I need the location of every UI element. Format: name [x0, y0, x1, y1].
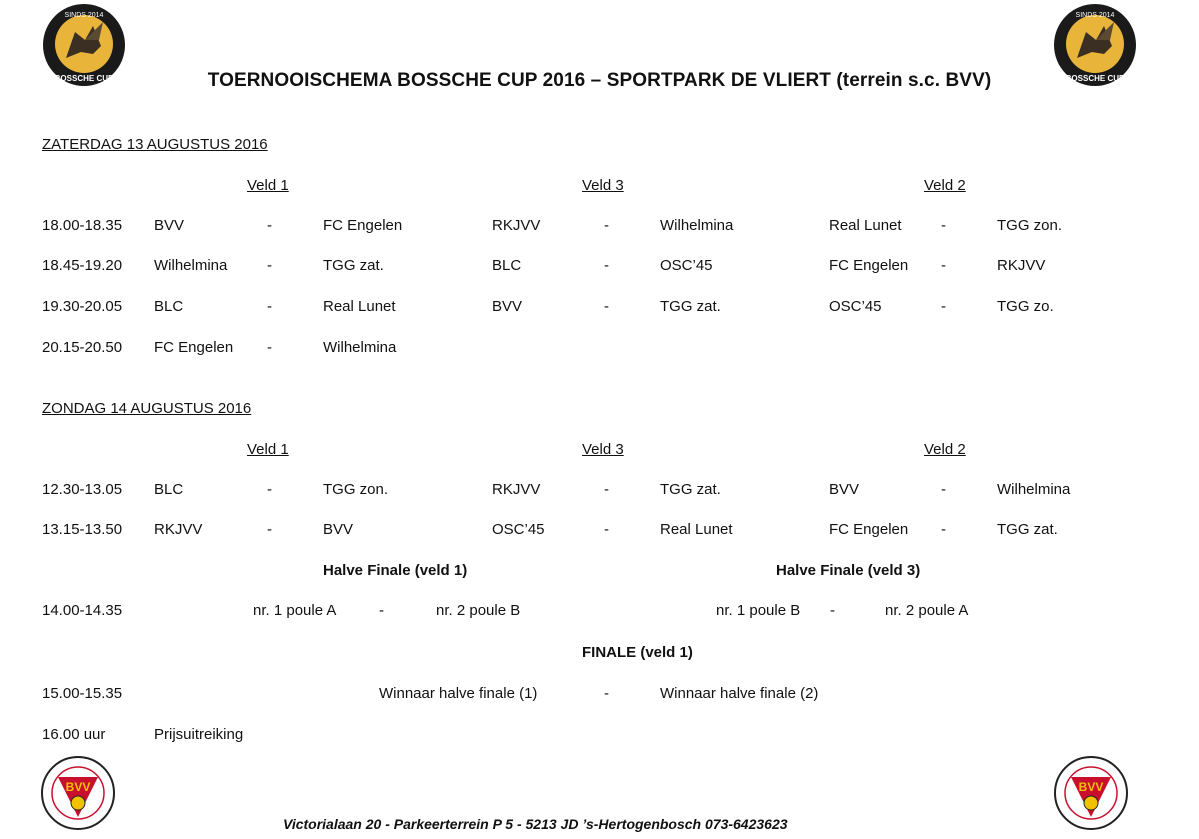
saturday-match-away-team: Wilhelmina — [323, 339, 397, 356]
saturday-match-dash: - — [267, 298, 272, 315]
saturday-match-home-team: BVV — [154, 217, 185, 234]
sunday-match-dash: - — [267, 481, 272, 498]
semi-1-home: nr. 1 poule A — [253, 602, 337, 619]
saturday-field-2: Veld 2 — [924, 177, 966, 194]
saturday-match-away-team: TGG zat. — [323, 257, 384, 274]
saturday-match-home-team: Real Lunet — [829, 217, 902, 234]
sunday-match-dash: - — [267, 521, 272, 538]
sunday-match-dash: - — [941, 521, 946, 538]
sunday-field-1: Veld 1 — [247, 441, 289, 458]
sunday-field-2: Veld 2 — [924, 441, 966, 458]
final-dash: - — [604, 685, 609, 702]
saturday-match-home-team: BLC — [492, 257, 522, 274]
svg-text:BVV: BVV — [65, 780, 91, 794]
semi-2-home: nr. 1 poule B — [716, 602, 801, 619]
semi-1-away: nr. 2 poule B — [436, 602, 521, 619]
saturday-match-away-team: TGG zo. — [997, 298, 1054, 315]
saturday-match-dash: - — [267, 217, 272, 234]
final-time: 15.00-15.35 — [42, 685, 123, 702]
saturday-field-1: Veld 1 — [247, 177, 289, 194]
sunday-match-home-team: OSC’45 — [492, 521, 545, 538]
bvv-club-logo-left — [40, 755, 116, 831]
saturday-field-3: Veld 3 — [582, 177, 624, 194]
saturday-match-dash: - — [941, 257, 946, 274]
saturday-match-time: 18.45-19.20 — [42, 257, 123, 274]
sunday-match-away-team: TGG zat. — [997, 521, 1058, 538]
saturday-match-time: 18.00-18.35 — [42, 217, 123, 234]
saturday-match-home-team: FC Engelen — [829, 257, 909, 274]
semi-1-dash: - — [379, 602, 384, 619]
sunday-field-3: Veld 3 — [582, 441, 624, 458]
saturday-match-away-team: OSC’45 — [660, 257, 713, 274]
sunday-match-home-team: BVV — [829, 481, 860, 498]
saturday-match-dash: - — [941, 217, 946, 234]
svg-text:BVV: BVV — [1078, 780, 1104, 794]
saturday-match-dash: - — [267, 257, 272, 274]
svg-text:SINDS 2014: SINDS 2014 — [64, 12, 104, 19]
sunday-match-away-team: Real Lunet — [660, 521, 733, 538]
saturday-match-away-team: RKJVV — [997, 257, 1046, 274]
saturday-match-dash: - — [941, 298, 946, 315]
saturday-match-home-team: FC Engelen — [154, 339, 234, 356]
sunday-match-home-team: FC Engelen — [829, 521, 909, 538]
svg-text:BOSSCHE CUP: BOSSCHE CUP — [54, 74, 114, 83]
saturday-heading: ZATERDAG 13 AUGUSTUS 2016 — [42, 136, 268, 153]
sunday-match-home-team: BLC — [154, 481, 184, 498]
saturday-match-away-team: Wilhelmina — [660, 217, 734, 234]
saturday-match-home-team: RKJVV — [492, 217, 541, 234]
semi-final-label-2: Halve Finale (veld 3) — [776, 562, 921, 579]
saturday-match-dash: - — [604, 257, 609, 274]
saturday-match-time: 20.15-20.50 — [42, 339, 123, 356]
ceremony-time: 16.00 uur — [42, 726, 106, 743]
ceremony-label: Prijsuitreiking — [154, 726, 244, 743]
sunday-match-time: 13.15-13.50 — [42, 521, 123, 538]
sunday-match-home-team: RKJVV — [492, 481, 541, 498]
sunday-match-away-team: BVV — [323, 521, 354, 538]
saturday-match-home-team: BVV — [492, 298, 523, 315]
sunday-match-away-team: TGG zon. — [323, 481, 389, 498]
saturday-match-home-team: OSC’45 — [829, 298, 882, 315]
semi-2-away: nr. 2 poule A — [885, 602, 969, 619]
semi-final-label-1: Halve Finale (veld 1) — [323, 562, 468, 579]
page-title: TOERNOOISCHEMA BOSSCHE CUP 2016 – SPORTPARK DE VLIERT (terrein s.c. BVV) — [207, 70, 992, 91]
final-home: Winnaar halve finale (1) — [379, 685, 538, 702]
sunday-match-dash: - — [941, 481, 946, 498]
saturday-match-dash: - — [267, 339, 272, 356]
sunday-heading: ZONDAG 14 AUGUSTUS 2016 — [42, 400, 252, 417]
saturday-match-away-team: FC Engelen — [323, 217, 403, 234]
svg-text:SINDS 2014: SINDS 2014 — [1075, 12, 1115, 19]
sunday-match-away-team: TGG zat. — [660, 481, 721, 498]
saturday-match-time: 19.30-20.05 — [42, 298, 123, 315]
sunday-match-away-team: Wilhelmina — [997, 481, 1071, 498]
sunday-match-home-team: RKJVV — [154, 521, 203, 538]
sunday-match-time: 12.30-13.05 — [42, 481, 123, 498]
final-label: FINALE (veld 1) — [582, 644, 693, 661]
saturday-match-dash: - — [604, 298, 609, 315]
semi-2-dash: - — [830, 602, 835, 619]
svg-text:BOSSCHE CUP: BOSSCHE CUP — [1065, 74, 1125, 83]
bvv-club-logo-right — [1053, 755, 1129, 831]
saturday-match-dash: - — [604, 217, 609, 234]
saturday-match-away-team: TGG zat. — [660, 298, 721, 315]
saturday-match-home-team: BLC — [154, 298, 184, 315]
semi-final-time: 14.00-14.35 — [42, 602, 123, 619]
sunday-match-dash: - — [604, 481, 609, 498]
saturday-match-home-team: Wilhelmina — [154, 257, 228, 274]
sunday-match-dash: - — [604, 521, 609, 538]
footer-address: Victorialaan 20 - Parkeerterrein P 5 - 5213 JD ’s-Hertogenbosch 073-6423623 — [283, 816, 788, 832]
saturday-match-away-team: TGG zon. — [997, 217, 1063, 234]
saturday-match-away-team: Real Lunet — [323, 298, 396, 315]
final-away: Winnaar halve finale (2) — [660, 685, 819, 702]
